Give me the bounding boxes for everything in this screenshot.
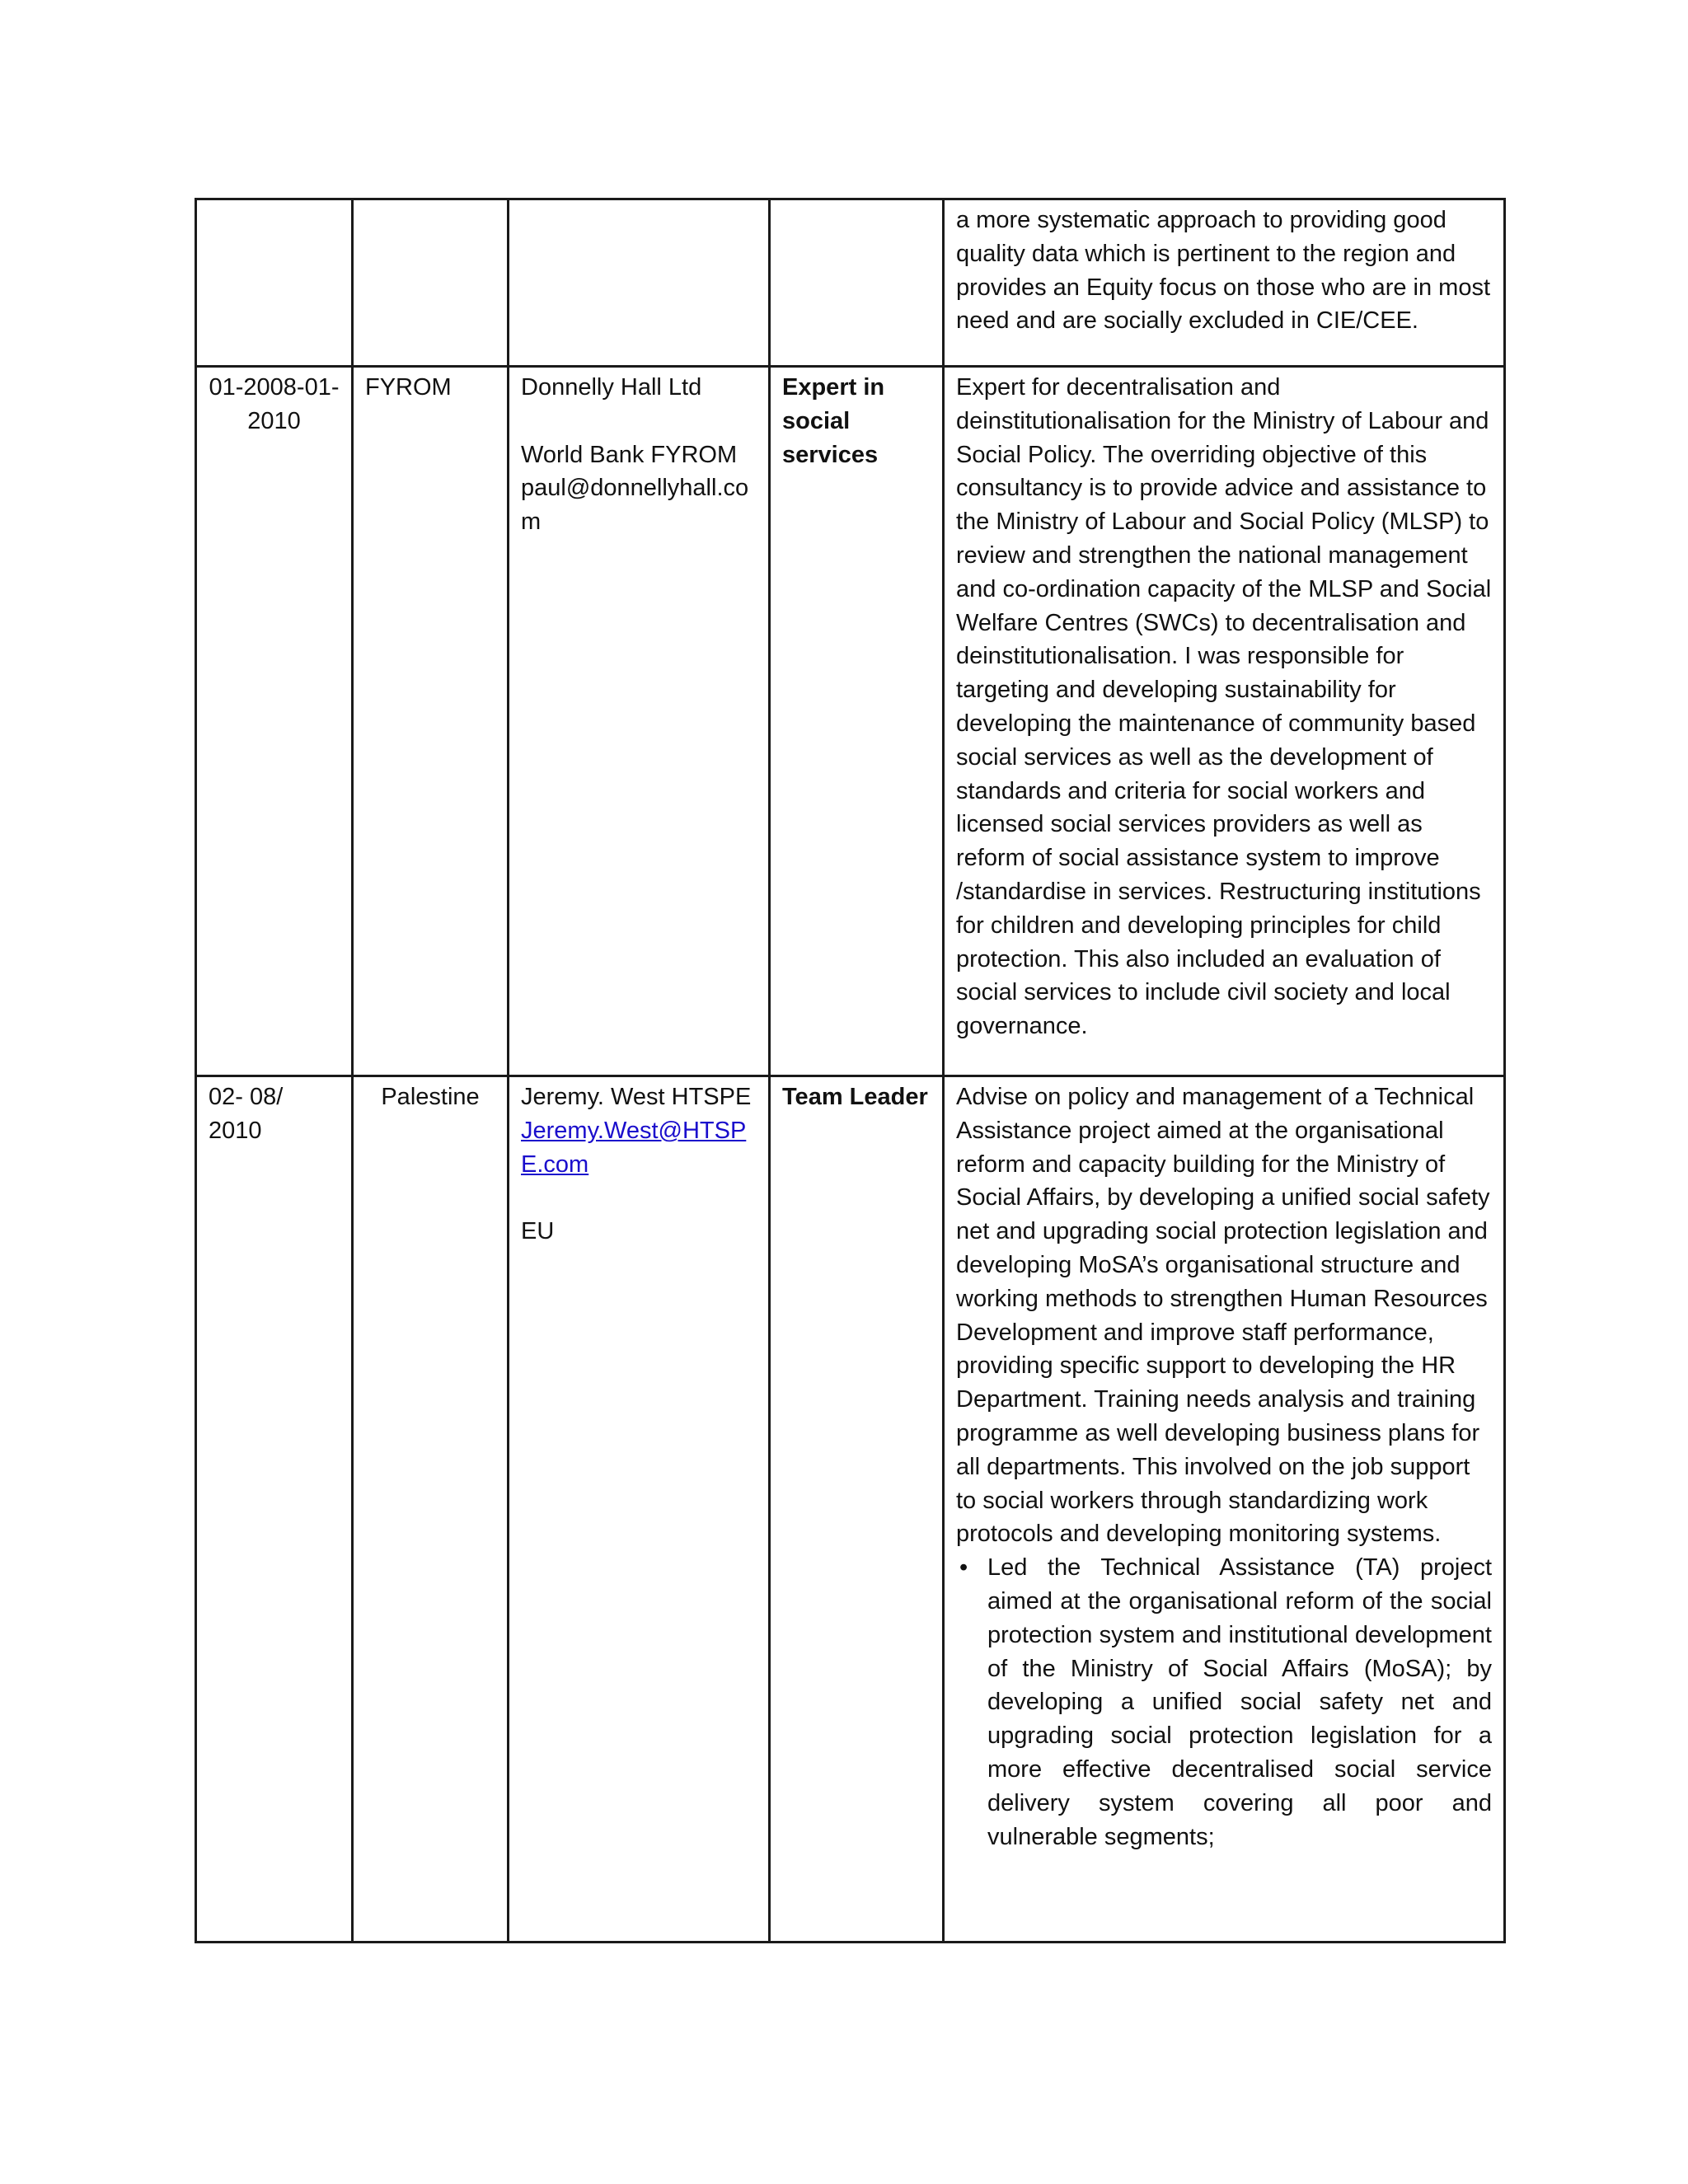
role-cell bbox=[770, 1076, 944, 1943]
list-item bbox=[956, 1551, 1492, 1854]
client-email: paul@donnellyhall.com bbox=[521, 475, 749, 536]
client-cell bbox=[509, 1076, 770, 1943]
role-text: Team Leader bbox=[782, 1084, 928, 1110]
role-text: Expert in social services bbox=[782, 374, 885, 468]
dates-cell bbox=[196, 367, 353, 1076]
country-text: Palestine bbox=[381, 1084, 480, 1110]
client-cell bbox=[509, 367, 770, 1076]
client-email-link[interactable]: Jeremy.West@HTSPE.com bbox=[521, 1117, 747, 1178]
description-text: Advise on policy and management of a Technical Assistance project aimed at the organisational reform and capacity building for the Ministry of Social Affairs, by developing a unified social safety net and upgrading social protection legislation and developing MoSA’s organisational structure and working methods to strengthen Human Resources Development and improve staff performance, providing specific support to developing the HR Department. Training needs analysis and training programme as well developing business plans for all departments. This involved on the job support to social workers through standardizing work protocols and developing monitoring systems. bbox=[956, 1084, 1490, 1548]
country-cell bbox=[353, 367, 509, 1076]
client-name: Jeremy. West HTSPE bbox=[521, 1084, 752, 1110]
client-cell bbox=[509, 199, 770, 367]
work-experience-table bbox=[195, 198, 1506, 1943]
description-text: a more systematic approach to providing good quality data which is pertinent to the region and provides an Equity focus on those who are in most need and are socially excluded in CIE/CEE. bbox=[956, 207, 1491, 335]
country-cell bbox=[353, 1076, 509, 1943]
dates-cell bbox=[196, 1076, 353, 1943]
client-funder: EU bbox=[521, 1218, 555, 1245]
bullet-icon: • bbox=[959, 1554, 968, 1582]
description-cell bbox=[944, 1076, 1505, 1943]
country-cell bbox=[353, 199, 509, 367]
description-cell bbox=[944, 199, 1505, 367]
dates-text: 02- 08/ 2010 bbox=[209, 1084, 284, 1144]
table-row bbox=[196, 199, 1505, 367]
bullet-text: Led the Technical Assistance (TA) project aimed at the organisational reform of the social protection system and institutional development of the Ministry of Social Affairs (MoSA); by developing a unified social safety net and upgrading social protection legislation for a more effective decentralised social service delivery system covering all poor and vulnerable segments; bbox=[987, 1554, 1492, 1850]
description-text: Expert for decentralisation and deinstitutionalisation for the Ministry of Labour and Social Policy. The overriding objective of this consultancy is to provide advice and assistance to the Ministry of Labour and Social Policy (MLSP) to review and strengthen the national management and co-ordination capacity of the MLSP and Social Welfare Centres (SWCs) to decentralisation and deinstitutionalisation. I was responsible for targeting and developing sustainability for developing the maintenance of community based social services as well as the development of standards and criteria for social workers and licensed social services providers as well as reform of social assistance system to improve /standardise in services. Restructuring institutions for children and developing principles for child protection. This also included an evaluation of social services to include civil society and local governance. bbox=[956, 374, 1492, 1040]
country-text: FYROM bbox=[365, 374, 452, 401]
role-cell bbox=[770, 199, 944, 367]
client-name: Donnelly Hall Ltd bbox=[521, 374, 702, 401]
dates-cell bbox=[196, 199, 353, 367]
description-cell bbox=[944, 367, 1505, 1076]
table-row bbox=[196, 1076, 1505, 1943]
bullet-list bbox=[956, 1551, 1492, 1854]
client-funder: World Bank FYROM bbox=[521, 441, 738, 468]
role-cell bbox=[770, 367, 944, 1076]
table-row bbox=[196, 367, 1505, 1076]
dates-text: 01-2008-01-2010 bbox=[209, 374, 340, 434]
